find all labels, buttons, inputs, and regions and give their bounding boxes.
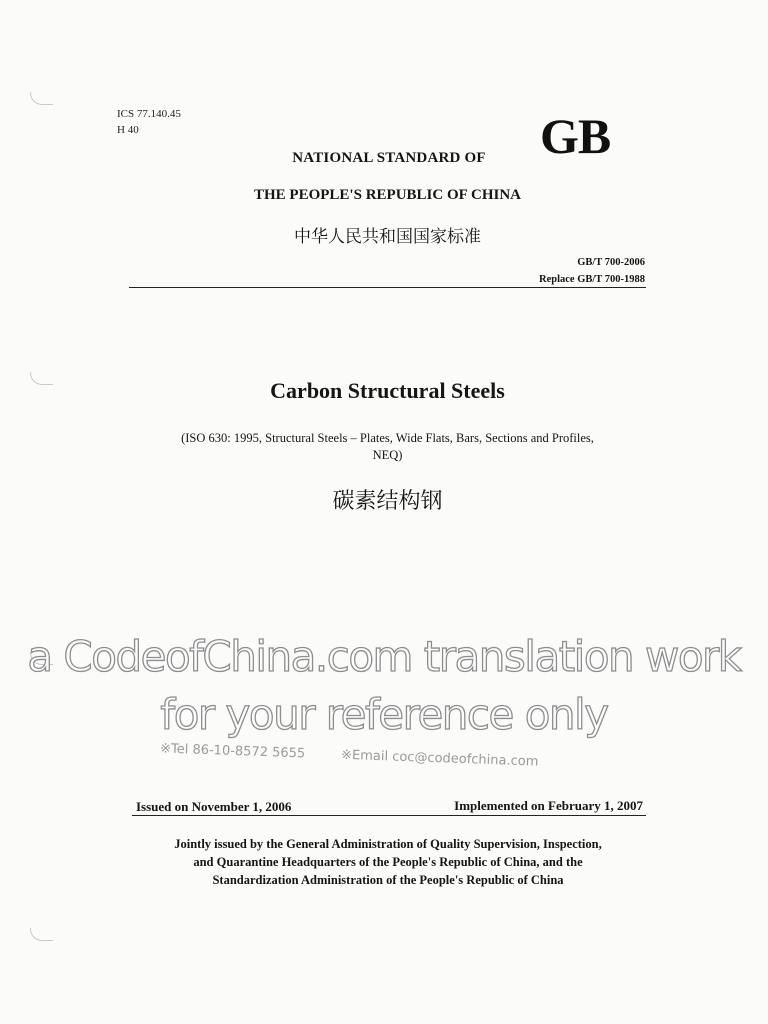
standard-number: GB/T 700-2006 — [577, 257, 645, 268]
issued-date: Issued on November 1, 2006 — [136, 799, 292, 814]
issuers-line1: Jointly issued by the General Administration of Quality Supervision, Inspection, — [174, 837, 602, 851]
watermark-tel: ※Tel 86-10-8572 5655 — [159, 741, 306, 762]
header-divider — [129, 287, 646, 288]
watermark-contact — [160, 741, 539, 769]
ics-code: ICS 77.140.45 — [117, 108, 181, 120]
issuers-line2: and Quarantine Headquarters of the People's Republic of China, and the — [193, 855, 583, 869]
gb-logo: GB — [540, 108, 611, 164]
scan-mark — [30, 928, 53, 941]
implemented-date: Implemented on February 1, 2007 — [454, 798, 643, 813]
document-title: Carbon Structural Steels — [270, 378, 505, 403]
standard-number-block — [539, 254, 645, 288]
subtitle-line1: (ISO 630: 1995, Structural Steels – Plates, Wide Flats, Bars, Sections and Profiles, — [181, 431, 594, 445]
watermark-line1: a CodeofChina.com translation work — [27, 632, 741, 681]
national-standard-line1: NATIONAL STANDARD OF — [292, 150, 486, 166]
replaces-standard: Replace GB/T 700-1988 — [539, 274, 645, 285]
dates-divider — [132, 815, 646, 816]
watermark-line2: for your reference only — [160, 690, 608, 739]
document-title-chinese: 碳素结构钢 — [332, 489, 443, 514]
watermark-email: ※Email coc@codeofchina.com — [340, 747, 539, 770]
classification-code: H 40 — [117, 124, 139, 136]
document-subtitle — [135, 430, 640, 464]
subtitle-line2: NEQ) — [372, 448, 403, 462]
scan-mark — [30, 92, 53, 105]
ics-block — [117, 106, 181, 138]
national-standard-chinese: 中华人民共和国国家标准 — [294, 227, 481, 247]
issuers-line3: Standardization Administration of the People's Republic of China — [212, 873, 564, 887]
issuing-authorities — [120, 835, 656, 889]
national-standard-line2: THE PEOPLE'S REPUBLIC OF CHINA — [254, 187, 521, 203]
